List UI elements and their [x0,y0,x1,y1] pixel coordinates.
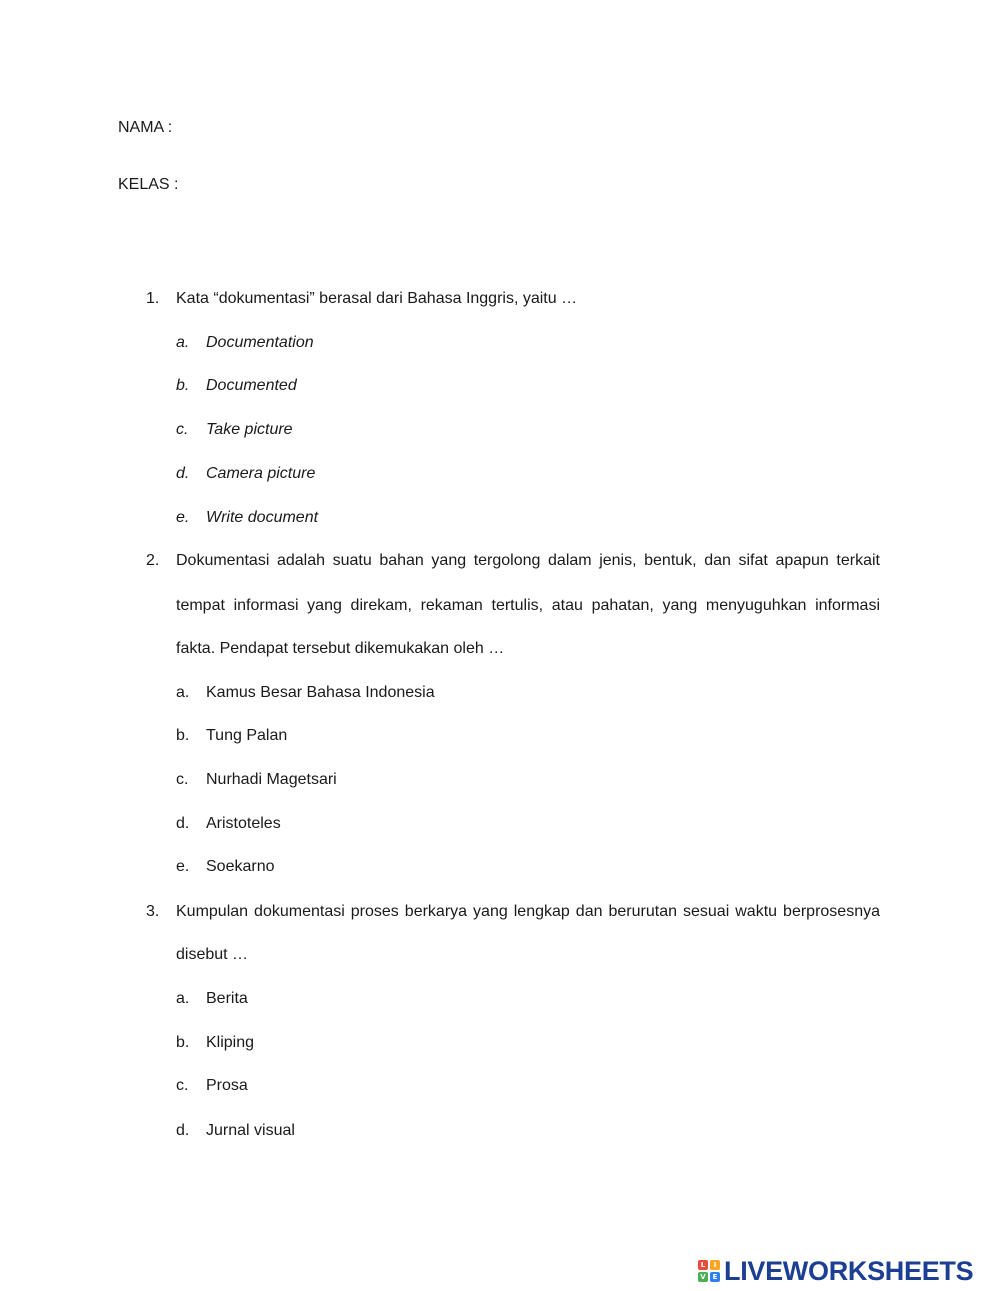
option-text: Documented [206,377,297,394]
option-letter: d. [176,465,190,482]
option-text: Tung Palan [206,727,288,744]
logo-text: LIVEWORKSHEETS [724,1255,974,1286]
option-text: Camera picture [206,465,316,482]
question-number: 3. [146,903,160,920]
question-text: Kumpulan dokumentasi proses berkarya yang lengkap dan berurutan sesuai waktu berprosesnya [176,903,880,920]
option-text: Kliping [206,1034,255,1051]
question-text: disebut … [176,946,249,963]
class-label: KELAS : [118,176,179,193]
liveworksheets-logo [698,1256,973,1286]
option-letter: b. [176,727,190,744]
option-text: Berita [206,990,248,1007]
option-letter: e. [176,509,190,526]
option-text: Aristoteles [206,815,281,832]
option-letter: e. [176,858,190,875]
option-letter: c. [176,421,189,438]
question-number: 1. [146,290,160,307]
option-letter: b. [176,1034,190,1051]
option-letter: a. [176,990,190,1007]
logo-block: V [698,1272,708,1282]
option-letter: b. [176,377,190,394]
question-text: Dokumentasi adalah suatu bahan yang tergolong dalam jenis, bentuk, dan sifat apapun terkait [176,552,880,569]
option-text: Soekarno [206,858,275,875]
option-letter: c. [176,771,189,788]
name-label: NAMA : [118,119,173,136]
option-text: Jurnal visual [206,1122,295,1139]
option-letter: a. [176,334,190,351]
logo-blocks-icon [698,1260,720,1282]
option-text: Nurhadi Magetsari [206,771,337,788]
option-letter: d. [176,815,190,832]
option-text: Documentation [206,334,314,351]
option-letter: d. [176,1122,190,1139]
question-number: 2. [146,552,160,569]
option-text: Kamus Besar Bahasa Indonesia [206,684,435,701]
logo-block: I [710,1260,720,1270]
option-text: Take picture [206,421,293,438]
option-text: Prosa [206,1077,248,1094]
option-text: Write document [206,509,319,526]
question-text: fakta. Pendapat tersebut dikemukakan oleh … [176,640,505,657]
logo-block: E [710,1272,720,1282]
option-letter: a. [176,684,190,701]
question-text: Kata “dokumentasi” berasal dari Bahasa Inggris, yaitu … [176,290,578,307]
option-letter: c. [176,1077,189,1094]
question-text: tempat informasi yang direkam, rekaman tertulis, atau pahatan, yang menyuguhkan informasi [176,597,880,614]
logo-block: L [698,1260,708,1270]
